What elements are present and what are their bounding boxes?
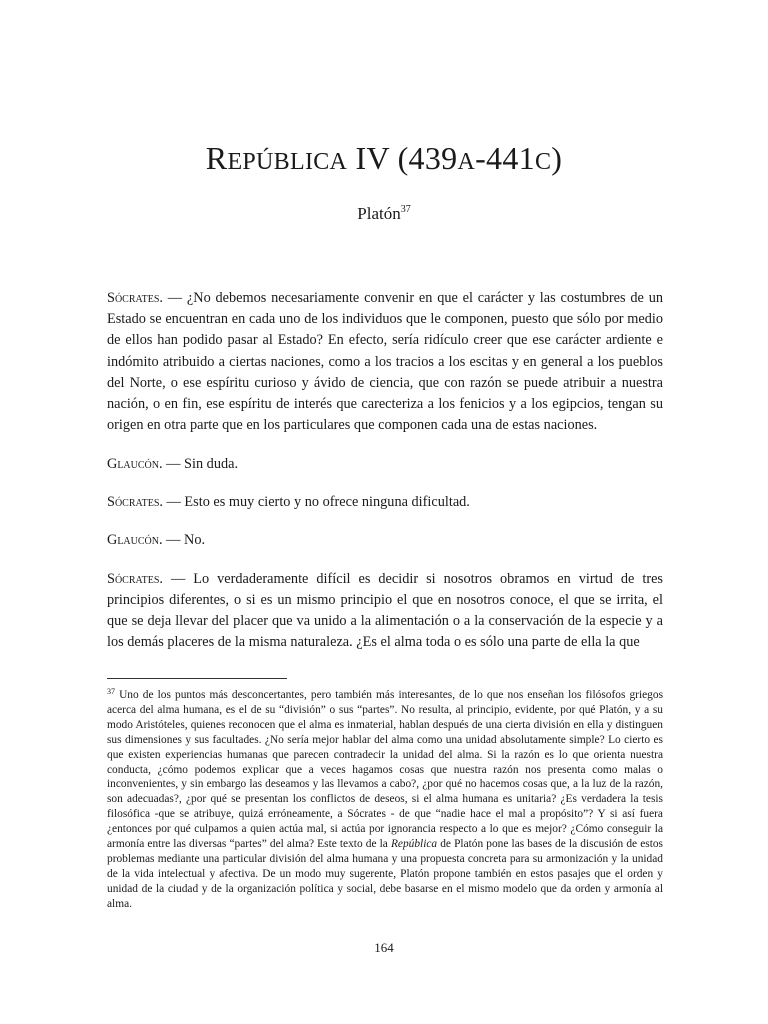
speaker-name: Sócrates. — [107, 494, 163, 510]
dialogue-paragraph — [107, 454, 663, 475]
footnote — [107, 685, 663, 912]
dialogue-text: — Esto es muy cierto y no ofrece ninguna dificultad. — [162, 494, 470, 510]
footnote-number: 37 — [107, 687, 115, 696]
speaker-name: Sócrates. — [107, 290, 163, 306]
dialogue-paragraph — [107, 288, 663, 436]
dialogue-text: — No. — [162, 532, 206, 549]
dialogue-text: — Lo verdaderamente difícil es decidir si nosotros obramos en virtud de tres principios diferentes, o si es un mismo principio el que en nosotros conoce, el que se irrita, el que se deja llevar del placer que va unido a la alimentación o a la conservación de la especie y a los demás placeres de la misma naturaleza. ¿Es el alma toda o es sólo una parte de ella la que — [107, 570, 663, 651]
author-line — [0, 204, 768, 224]
dialogue-paragraph — [107, 530, 663, 551]
footnote-text-before: Uno de los puntos más desconcertantes, pero también más interesantes, de lo que nos enseñan los filósofos griegos acerca del alma humana, es el de su “división” o sus “partes”. No resulta, al principio, evidente, por qué Platón, y a su modo Aristóteles, quienes reconocen que el alma es inmaterial, hablan después de una cierta división en ella y distinguen sus dimensiones y sus facultades. ¿No sería mejor hablar del alma como una unidad absolutamente simple? Lo cierto es que existen experiencias humanas que parecen contradecir la unidad del alma. Si la razón es lo que orienta nuestra conducta, ¿cómo podemos explicar que a veces hagamos cosas que nuestra razón nos presenta como malas o inconvenientes, y sin embargo las deseamos y las llevamos a cabo?, ¿por qué no hacemos cosas que, a la luz de la razón, son adecuadas?, ¿por qué se presentan los conflictos de deseos, si el alma humana es unitaria? ¿Es verdadera la tesis filosófica -que se atribuye, quizá erróneamente, a Sócrates - de que “nadie hace el mal a propósito”? Y si así fuera ¿entonces por qué culpamos a quien actúa mal, si actúa por ignorancia respecto a lo que es mejor? ¿Cómo conseguir la armonía entre las diversas “partes” del alma? Este texto de la — [107, 689, 663, 851]
speaker-name: Glaucón. — [107, 455, 163, 472]
footnote-ref[interactable]: 37 — [400, 204, 411, 215]
dialogue-text: — Sin duda. — [162, 455, 239, 472]
dialogue-paragraph — [107, 492, 663, 513]
footnote-text-after: de Platón pone las bases de la discusión de estos problemas mediante una particular división del alma humana y una propuesta concreta para su armonización y la unidad de la vida intelectual y afectiva. De un modo muy sugerente, Platón propone también en estos pasajes que el orden y unidad de la ciudad y de la organización política y social, debe basarse en el mismo modelo que da orden y armonía al alma. — [107, 838, 663, 910]
speaker-name: Glaucón. — [107, 532, 163, 549]
author-name: Platón — [357, 204, 401, 223]
dialogue-text: — ¿No debemos necesariamente convenir en que el carácter y las costumbres de un Estado se encuentran en cada uno de los individuos que le componen, puesto que sólo por medio de ellos han podido pasar al Estado? En efecto, sería ridículo creer que ese carácter ardiente e indómito atribuido a ciertas naciones, como a los tracios a los escitas y en general a los pueblos del Norte, o ese espíritu curioso y ávido de ciencia, que con razón se puede atribuir a nuestra nación, o en fin, ese espíritu de interés que carecteriza a los fenicios y a los egipcios, tengan su origen en otra parte que en los particulares que componen cada una de estas naciones. — [107, 290, 663, 434]
page-number: 164 — [374, 940, 394, 955]
footnote-separator — [107, 678, 287, 679]
dialogue-body — [107, 288, 663, 671]
footnote-italic-title: República — [390, 838, 438, 851]
dialogue-paragraph — [107, 569, 663, 654]
speaker-name: Sócrates. — [107, 570, 163, 587]
chapter-title: REPÚBLICA IV (439A-441C) — [205, 140, 563, 176]
